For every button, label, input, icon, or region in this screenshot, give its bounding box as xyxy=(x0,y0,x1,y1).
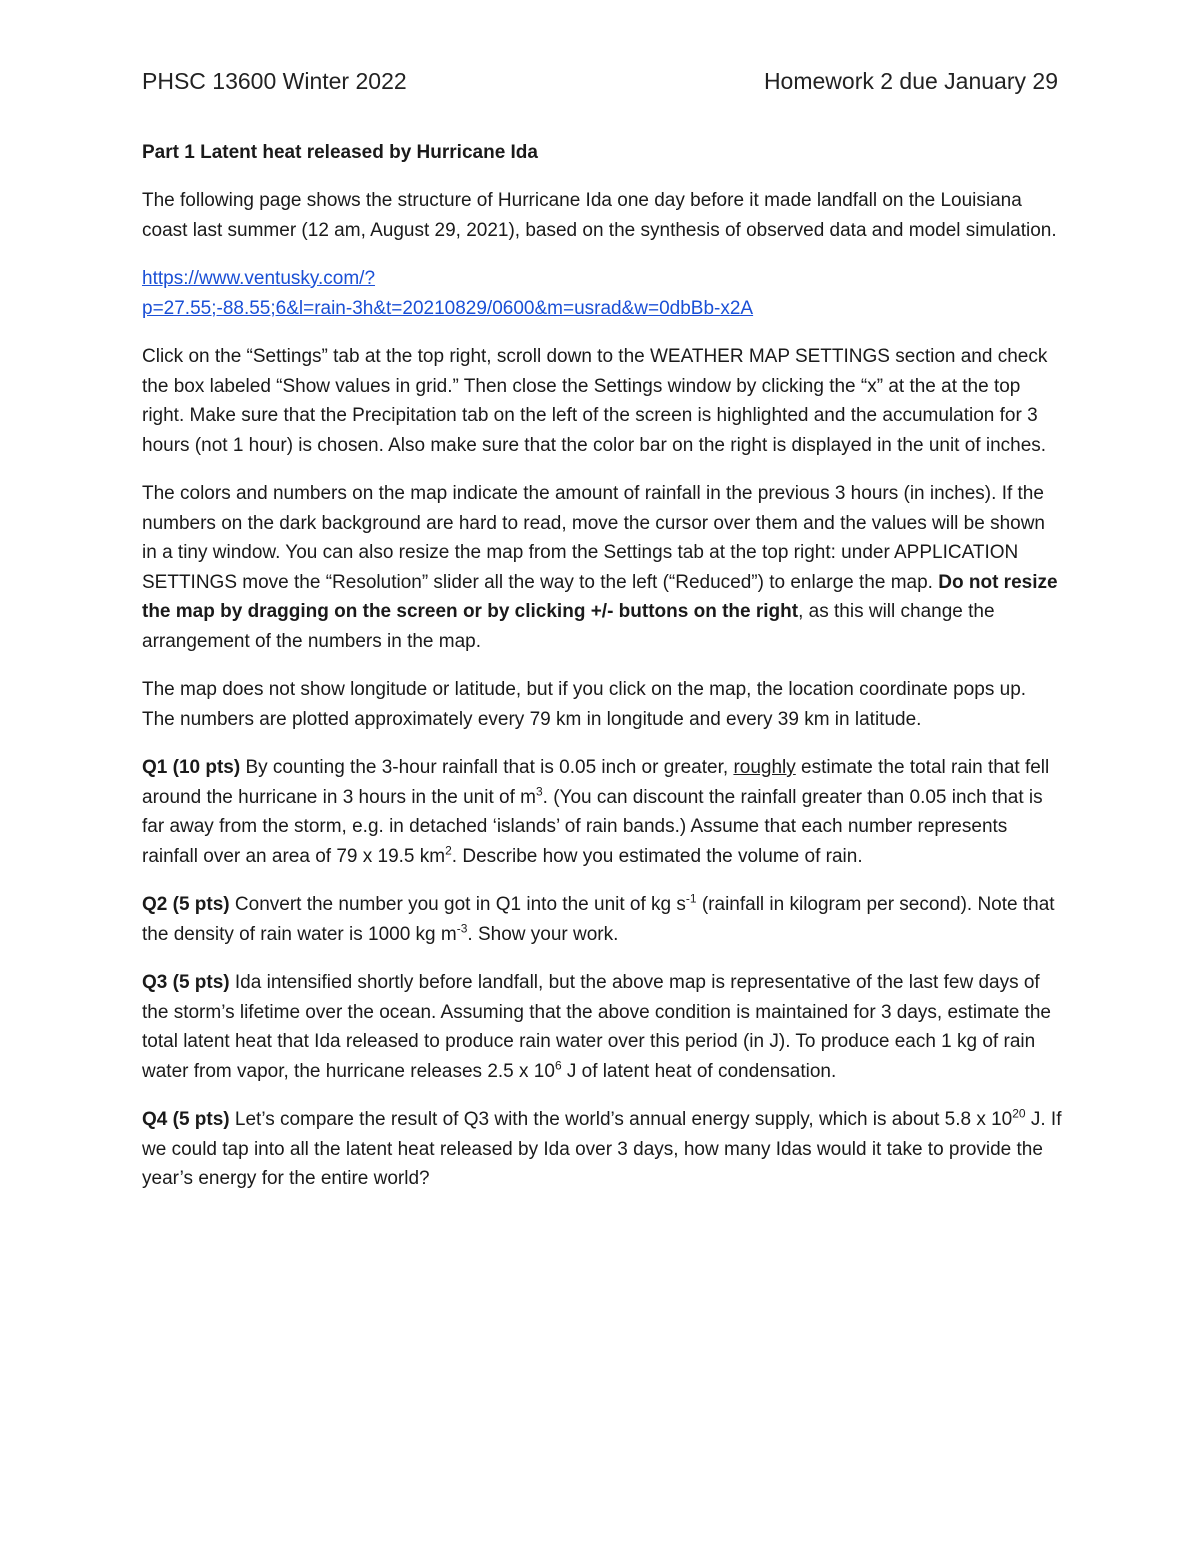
q2-sup-2: -3 xyxy=(456,921,468,936)
q1-sup-1: 3 xyxy=(535,784,543,799)
q1-text-3: . (You can discount the rainfall greater than 0.05 inch that is far away from the storm, e.g. in detached ‘islands’ of rain bands.) Assume that each number represents rainfall over an area of 79 x 19.5 km xyxy=(142,786,1043,867)
q1-underline: roughly xyxy=(733,757,796,778)
question-q3 xyxy=(142,968,1062,1086)
ventusky-link[interactable] xyxy=(142,268,753,319)
q2-text-1: Convert the number you got in Q1 into the unit of kg s xyxy=(229,894,686,915)
q2-sup-1: -1 xyxy=(685,891,697,906)
colors-tail: , as this will change the arrangement of the numbers in the map. xyxy=(142,601,995,652)
question-q1 xyxy=(142,753,1062,871)
link-line-1: https://www.ventusky.com/? xyxy=(142,268,376,289)
question-q2 xyxy=(142,890,1062,949)
document-body xyxy=(142,142,1062,1213)
q3-text-2: J of latent heat of condensation. xyxy=(561,1060,837,1082)
q3-sup-1: 6 xyxy=(554,1058,562,1073)
q1-text-1: By counting the 3-hour rainfall that is 0.05 inch or greater, xyxy=(240,757,734,778)
q1-text-2: estimate the total rain that fell around the hurricane in 3 hours in the unit of m xyxy=(142,757,1050,808)
colors-paragraph xyxy=(142,479,1062,656)
q3-label: Q3 (5 pts) xyxy=(142,972,230,993)
question-q4 xyxy=(142,1105,1062,1194)
link-line-2: p=27.55;-88.55;6&l=rain-3h&t=20210829/0600&m=usrad&w=0dbBb-x2A xyxy=(142,297,754,319)
part1-heading: Part 1 Latent heat released by Hurricane Ida xyxy=(142,142,538,163)
link-paragraph xyxy=(142,264,1062,323)
map-note-paragraph: The map does not show longitude or latitude, but if you click on the map, the location coordinate pops up. The numbers are plotted approximately every 79 km in longitude and every 39 km in latitude. xyxy=(142,679,1027,730)
page-header xyxy=(142,68,1058,95)
course-title: PHSC 13600 Winter 2022 xyxy=(142,68,407,94)
q4-text-2: J. If we could tap into all the latent heat released by Ida over 3 days, how many Idas would it take to provide the year’s energy for the entire world? xyxy=(142,1109,1062,1189)
q1-text-4: . Describe how you estimated the volume of rain. xyxy=(451,845,863,867)
q1-sup-2: 2 xyxy=(445,843,452,858)
q4-label: Q4 (5 pts) xyxy=(142,1109,230,1130)
assignment-title: Homework 2 due January 29 xyxy=(763,68,1058,94)
colors-text: The colors and numbers on the map indicate the amount of rainfall in the previous 3 hours (in inches). If the numbers on the dark background are hard to read, move the cursor over them and the values will be shown in a tiny window. You can also resize the map from the Settings tab at the top right: under APPLICATION SETTINGS move the “Resolution” slider all the way to the left (“Reduced”) to enlarge the map. xyxy=(142,483,1046,593)
q4-sup-1: 20 xyxy=(1012,1106,1026,1121)
q4-text-1: Let’s compare the result of Q3 with the world’s annual energy supply, which is about 5.8 x 10 xyxy=(229,1109,1013,1130)
intro-paragraph: The following page shows the structure of Hurricane Ida one day before it made landfall on the Louisiana coast last summer (12 am, August 29, 2021), based on the synthesis of observed data and model simulation. xyxy=(142,190,1057,241)
q2-label: Q2 (5 pts) xyxy=(142,894,230,915)
q1-label: Q1 (10 pts) xyxy=(142,757,241,778)
q2-text-3: . Show your work. xyxy=(467,923,619,945)
q2-text-2: (rainfall in kilogram per second). Note that the density of rain water is 1000 kg m xyxy=(142,894,1055,945)
q3-text-1: Ida intensified shortly before landfall, but the above map is representative of the last few days of the storm’s lifetime over the ocean. Assuming that the above condition is maintained for 3 days, estimate the total latent heat that Ida released to produce rain water over this period (in J). To produce each 1 kg of rain water from vapor, the hurricane releases 2.5 x 10 xyxy=(142,972,1051,1082)
colors-warning: Do not resize the map by dragging on the screen or by clicking +/- buttons on the right xyxy=(142,571,1058,622)
instructions-paragraph: Click on the “Settings” tab at the top right, scroll down to the WEATHER MAP SETTINGS section and check the box labeled “Show values in grid.” Then close the Settings window by clicking the “x” at the at the top right. Make sure that the Precipitation tab on the left of the screen is highlighted and the accumulation for 3 hours (not 1 hour) is chosen. Also make sure that the color bar on the right is displayed in the unit of inches. xyxy=(142,346,1048,456)
